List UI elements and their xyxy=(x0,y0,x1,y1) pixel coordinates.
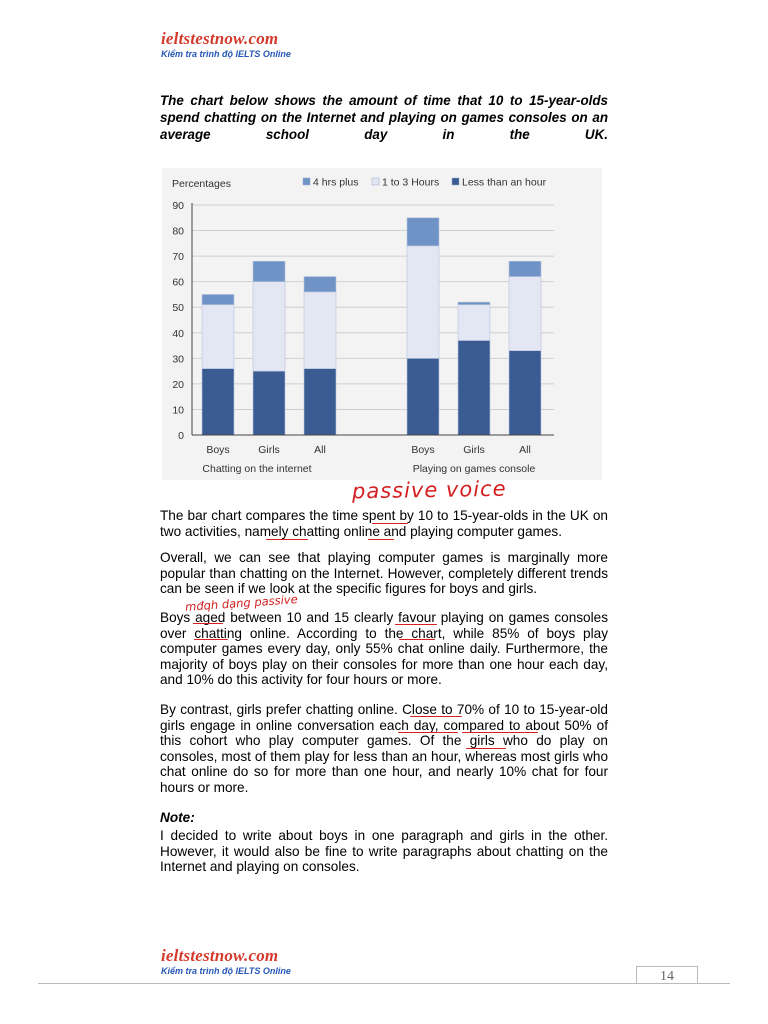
bar-segment xyxy=(509,277,541,351)
bar-segment xyxy=(202,305,234,369)
bar-segment xyxy=(407,358,439,435)
legend-label: 4 hrs plus xyxy=(313,176,359,189)
underline-the-chart xyxy=(399,639,435,640)
annotation-rut-gon: mđqh dạng passive xyxy=(184,592,299,614)
footer-logo xyxy=(161,947,291,977)
legend-swatch xyxy=(452,178,459,185)
bar-chart xyxy=(162,168,602,480)
bar-segment xyxy=(458,305,490,341)
underline-namely xyxy=(266,539,308,540)
note-text: I decided to write about boys in one paragraph and girls in the other. However, it would also be fine to write paragraphs about chatting on the Internet and playing on consoles. xyxy=(160,828,608,875)
underline-chatting xyxy=(194,639,228,640)
y-axis-label: Percentages xyxy=(172,178,231,190)
y-tick-label: 70 xyxy=(172,251,184,264)
underline-aged xyxy=(193,623,223,624)
bar-segment xyxy=(253,371,285,435)
bar-segment xyxy=(304,277,336,292)
y-tick-label: 80 xyxy=(172,225,184,238)
bar-segment xyxy=(253,261,285,281)
paragraph-3: Boys aged between 10 and 15 clearly favour playing on games consoles over chatting online. According to the chart, while 85% of boys play computer games every day, only 55% chat online daily. Furthermore, the majority of boys play on their consoles for more than one hour each day, and 10% do this activity for four hours or more. xyxy=(160,610,608,688)
header-logo xyxy=(161,30,291,60)
underline-favour xyxy=(395,624,437,625)
legend-swatch xyxy=(303,178,310,185)
bar-segment xyxy=(253,282,285,371)
chart-svg xyxy=(162,168,602,480)
y-tick-label: 90 xyxy=(172,200,184,212)
paragraph-1: The bar chart compares the time spent by 10 to 15-year-olds in the UK on two activities, namely chatting online and playing computer games. xyxy=(160,508,608,539)
bar-segment xyxy=(509,351,541,435)
paragraph-4: By contrast, girls prefer chatting online. Close to 70% of 10 to 15-year-old girls engage in online conversation each day, compared to about 50% of this cohort who play computer games. Of the girls who do play on consoles, most of them play for less than an hour, whereas most girls who chat online do so for more than one hour, and nearly 10% chat for four hours or more. xyxy=(160,702,608,795)
underline-spent xyxy=(372,523,408,524)
group-label: Playing on games console xyxy=(412,463,536,475)
underline-compared-to xyxy=(462,732,538,733)
y-tick-label: 10 xyxy=(172,404,184,417)
x-tick-label: Girls xyxy=(463,444,485,456)
x-tick-label: All xyxy=(314,444,326,456)
y-tick-label: 30 xyxy=(172,353,184,366)
x-tick-label: Girls xyxy=(258,444,280,456)
bar-segment xyxy=(202,294,234,304)
y-tick-label: 0 xyxy=(178,430,184,442)
bar-segment xyxy=(509,261,541,276)
bar-segment xyxy=(202,369,234,435)
underline-close-to xyxy=(410,716,462,717)
x-tick-label: Boys xyxy=(206,444,230,456)
y-tick-label: 60 xyxy=(172,276,184,289)
logo-tagline: Kiểm tra trình độ IELTS Online xyxy=(161,49,291,59)
footer-divider xyxy=(38,983,730,984)
bar-segment xyxy=(304,369,336,435)
x-tick-label: Boys xyxy=(411,444,435,456)
x-tick-label: All xyxy=(519,444,531,456)
y-tick-label: 50 xyxy=(172,302,184,315)
y-tick-label: 20 xyxy=(172,378,184,391)
footer-logo-tagline: Kiểm tra trình độ IELTS Online xyxy=(161,966,291,976)
bar-segment xyxy=(407,246,439,358)
legend-label: Less than an hour xyxy=(462,176,547,189)
logo-brand: ieltstestnow.com xyxy=(161,29,279,48)
underline-each-day xyxy=(398,732,458,733)
annotation-passive-voice: passive voice xyxy=(351,476,507,504)
bar-segment xyxy=(458,302,490,305)
legend-label: 1 to 3 Hours xyxy=(382,176,440,189)
bar-segment xyxy=(304,292,336,369)
task-prompt: The chart below shows the amount of time that 10 to 15-year-olds spend chatting on the Internet and playing on games consoles on an average school day in the UK. xyxy=(160,93,608,142)
note-title: Note: xyxy=(160,810,195,825)
page-number: 14 xyxy=(636,966,698,984)
group-label: Chatting on the internet xyxy=(202,463,312,475)
bar-segment xyxy=(407,218,439,246)
bar-segment xyxy=(458,340,490,435)
underline-girls xyxy=(466,748,506,749)
paragraph-2: Overall, we can see that playing computer games is marginally more popular than chatting on the Internet. However, completely different trends can be seen if we look at the specific figures for boys and girls. xyxy=(160,550,608,597)
footer-logo-brand: ieltstestnow.com xyxy=(161,946,279,965)
legend-swatch xyxy=(372,178,379,185)
underline-online xyxy=(368,539,394,540)
y-tick-label: 40 xyxy=(172,327,184,340)
